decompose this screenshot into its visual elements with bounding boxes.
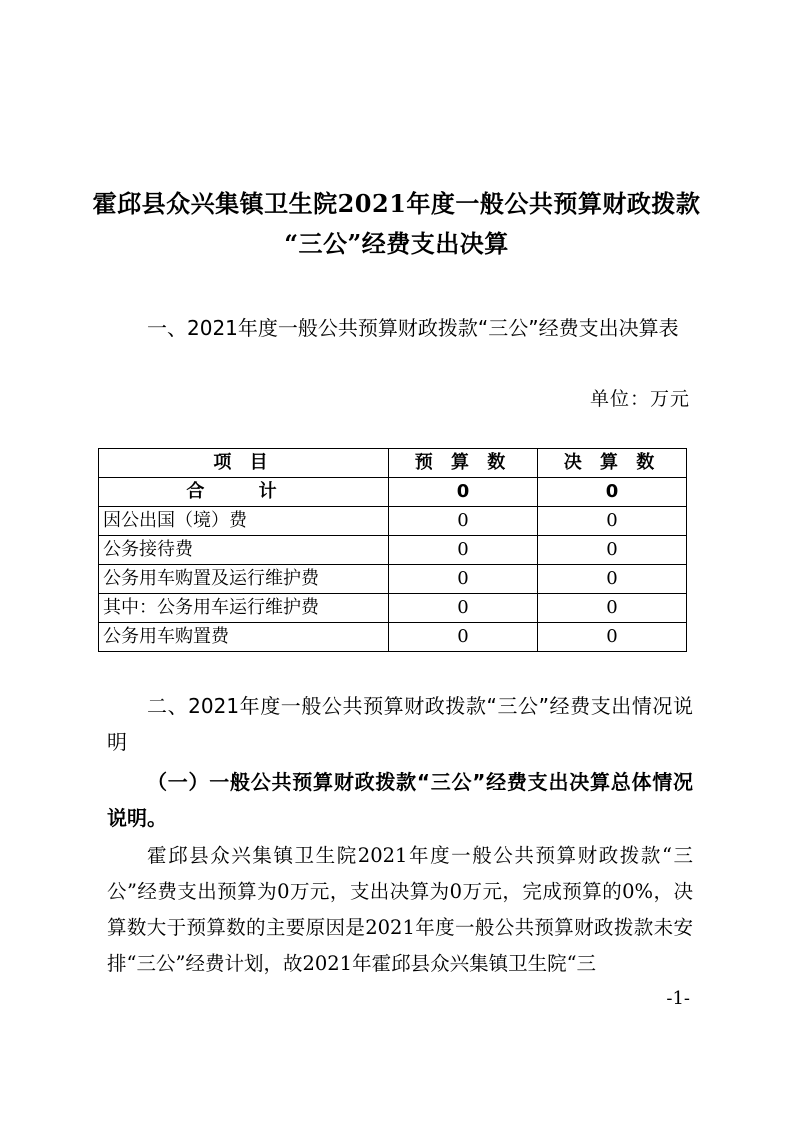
row-label: 公务用车购置费 — [99, 623, 389, 652]
unit-label: 单位：万元 — [589, 388, 690, 410]
document-title-line2: “三公”经费支出决算 — [284, 229, 509, 258]
table-total-row — [99, 478, 687, 507]
table-row — [99, 594, 687, 623]
total-label: 合 计 — [99, 478, 389, 507]
row-budget: 0 — [389, 594, 538, 623]
table-header-row — [99, 449, 687, 478]
section2-heading: 二、2021年度一般公共预算财政拨款“三公”经费支出情况说明 — [107, 694, 693, 754]
row-actual: 0 — [538, 536, 687, 565]
row-actual: 0 — [538, 565, 687, 594]
three-public-expenses-table — [98, 448, 687, 652]
row-budget: 0 — [389, 565, 538, 594]
row-label: 因公出国（境）费 — [99, 507, 389, 536]
header-item: 项 目 — [99, 449, 389, 478]
table-row — [99, 623, 687, 652]
row-actual: 0 — [538, 623, 687, 652]
row-budget: 0 — [389, 536, 538, 565]
row-label: 公务接待费 — [99, 536, 389, 565]
table-row — [99, 507, 687, 536]
table-row — [99, 536, 687, 565]
body-paragraph: 霍邱县众兴集镇卫生院2021年度一般公共预算财政拨款“三公”经费支出预算为0万元，支出决算为0万元，完成预算的0%，决算数大于预算数的主要原因是2021年度一般公共预算财政拨款未安排“三公”经费计划，故2021年霍邱县众兴集镇卫生院“三 — [107, 844, 693, 975]
row-actual: 0 — [538, 594, 687, 623]
table-row — [99, 565, 687, 594]
row-budget: 0 — [389, 623, 538, 652]
section1-heading: 一、2021年度一般公共预算财政拨款“三公”经费支出决算表 — [147, 316, 679, 340]
row-budget: 0 — [389, 507, 538, 536]
header-budget: 预 算 数 — [389, 449, 538, 478]
row-label: 其中：公务用车运行维护费 — [99, 594, 389, 623]
document-title-line1: 霍邱县众兴集镇卫生院2021年度一般公共预算财政拨款 — [92, 189, 701, 218]
subsection1-heading: （一）一般公共预算财政拨款“三公”经费支出决算总体情况说明。 — [107, 770, 693, 830]
page-number: -1- — [666, 988, 690, 1009]
row-label: 公务用车购置及运行维护费 — [99, 565, 389, 594]
total-budget: 0 — [389, 478, 538, 507]
row-actual: 0 — [538, 507, 687, 536]
header-actual: 决 算 数 — [538, 449, 687, 478]
total-actual: 0 — [538, 478, 687, 507]
